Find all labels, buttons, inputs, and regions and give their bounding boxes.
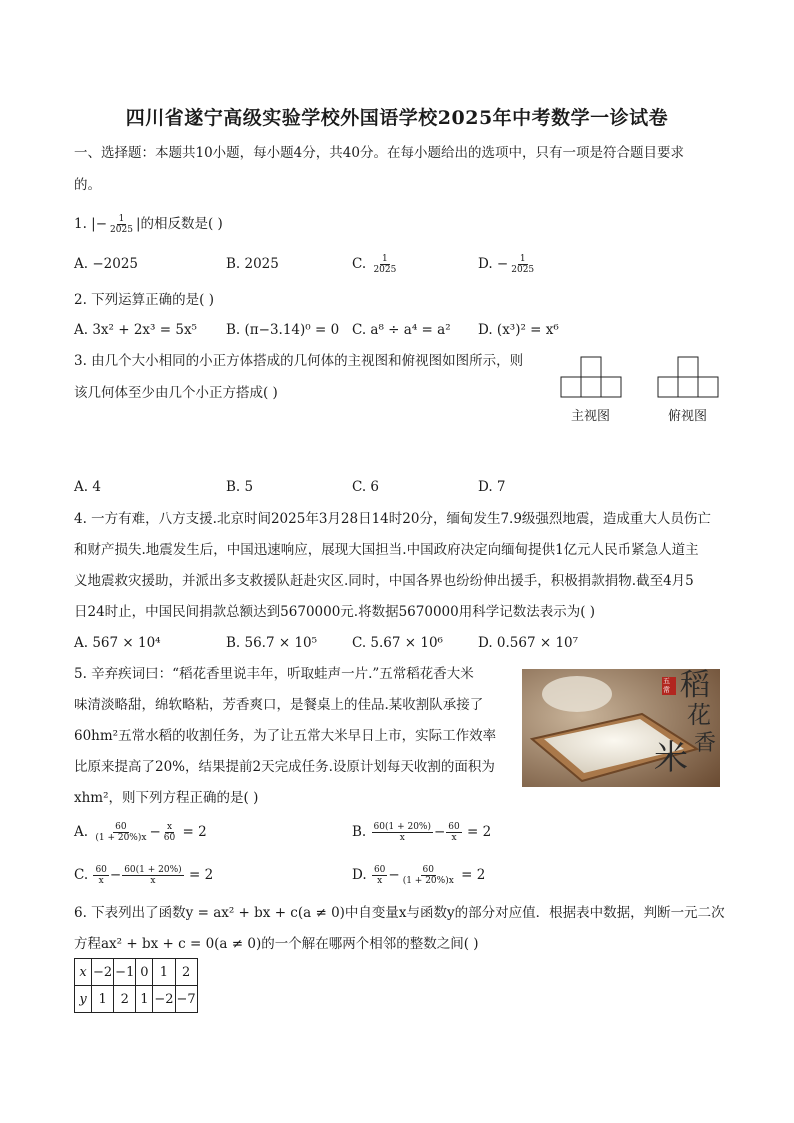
question-6-stem: 6. 下表列出了函数y = ax² + bx + c(a ≠ 0)中自变量x与函数y的部分对应值．根据表中数据，判断一元二次	[74, 905, 725, 921]
q1-fraction: $\frac{1}{2025}$	[110, 214, 133, 235]
q1-suffix: |的相反数是( )	[135, 216, 223, 232]
q1-option-b[interactable]: B. 2025	[226, 256, 279, 272]
question-4-stem-3: 义地震救灾援助，并派出多支救援队赶赴灾区.同时，中国各界也纷纷伸出援手，积极捐款捐物.截至4月5	[74, 573, 694, 589]
table-cell: 1	[153, 959, 175, 986]
front-view-figure	[560, 355, 624, 399]
q1-option-d[interactable]: D. − $\frac{1}{2025}$	[478, 254, 535, 275]
q3-option-d[interactable]: D. 7	[478, 479, 506, 495]
q4-option-d[interactable]: D. 0.567 × 10⁷	[478, 635, 579, 651]
table-header-x: x	[75, 959, 92, 986]
photo-calligraphy-2: 花	[687, 701, 711, 729]
q1-prefix: 1. |−	[74, 216, 108, 232]
question-2-stem: 2. 下列运算正确的是( )	[74, 292, 214, 308]
top-view-figure	[657, 355, 721, 399]
table-cell: 1	[136, 986, 153, 1013]
section-instructions: 一、选择题：本题共10小题，每小题4分，共40分。在每小题给出的选项中，只有一项是符合题目要求	[74, 145, 684, 161]
q5-option-a[interactable]: A. $\frac{60}{(1 + 20\%)x}$ − $\frac{x}{60}$ = 2	[74, 822, 207, 843]
question-5-stem-3: 60hm²五常水稻的收割任务，为了让五常大米早日上市，实际工作效率	[74, 728, 497, 744]
q2-option-c[interactable]: C. a⁸ ÷ a⁴ = a²	[352, 322, 451, 338]
q5-option-d[interactable]: D. $\frac{60}{x}$ − $\frac{60}{(1 + 20\%)x}$ = 2	[352, 865, 486, 886]
table-cell: −2	[92, 959, 114, 986]
question-5-stem-5: xhm²，则下列方程正确的是( )	[74, 790, 259, 806]
rice-photo	[522, 669, 720, 787]
q2-option-a[interactable]: A. 3x² + 2x³ = 5x⁵	[74, 322, 197, 338]
page-title: 四川省遂宁高级实验学校外国语学校2025年中考数学一诊试卷	[125, 107, 669, 129]
question-5-stem-2: 味清淡略甜，绵软略粘，芳香爽口，是餐桌上的佳品.某收割队承接了	[74, 697, 484, 713]
question-4-stem-4: 日24时止，中国民间捐款总额达到5670000元.将数据5670000用科学记数法表示为( )	[74, 604, 596, 620]
question-5-stem: 5. 辛弃疾词曰：“稻花香里说丰年，听取蛙声一片.”五常稻花香大米	[74, 666, 474, 682]
photo-calligraphy-3: 香	[694, 731, 717, 756]
q3-option-b[interactable]: B. 5	[226, 479, 254, 495]
table-cell: 2	[114, 986, 136, 1013]
q5-option-b[interactable]: B. $\frac{60(1 + 20\%)}{x}$ − $\frac{60}{x}$ = 2	[352, 822, 492, 843]
q4-option-b[interactable]: B. 56.7 × 10⁵	[226, 635, 318, 651]
q4-option-c[interactable]: C. 5.67 × 10⁶	[352, 635, 443, 651]
question-3-stem-cont: 该几何体至少由几个小正方搭成( )	[74, 385, 278, 401]
q5-option-c[interactable]: C. $\frac{60}{x}$ − $\frac{60(1 + 20\%)}{x}$ = 2	[74, 865, 214, 886]
value-table	[74, 958, 198, 1013]
table-row-y	[75, 986, 198, 1013]
table-cell: 0	[136, 959, 153, 986]
q2-option-b[interactable]: B. (π−3.14)⁰ = 0	[226, 322, 340, 338]
table-cell: 2	[175, 959, 197, 986]
table-cell: −7	[175, 986, 197, 1013]
question-4-stem: 4. 一方有难，八方支援.北京时间2025年3月28日14时20分，缅甸发生7.9级强烈地震，造成重大人员伤亡	[74, 511, 711, 527]
table-cell: 1	[92, 986, 114, 1013]
question-1-stem	[74, 214, 223, 235]
table-cell: −2	[153, 986, 175, 1013]
photo-brand-text-2: 常	[663, 686, 670, 694]
photo-calligraphy-4: 米	[654, 738, 688, 778]
q3-option-c[interactable]: C. 6	[352, 479, 380, 495]
question-6-stem-2: 方程ax² + bx + c = 0(a ≠ 0)的一个解在哪两个相邻的整数之间( )	[74, 936, 479, 952]
q3-option-a[interactable]: A. 4	[74, 479, 101, 495]
q1-option-a[interactable]: A. −2025	[74, 256, 138, 272]
q4-option-a[interactable]: A. 567 × 10⁴	[74, 635, 161, 651]
table-cell: −1	[114, 959, 136, 986]
photo-brand-text-1: 五	[663, 677, 670, 685]
question-3-stem: 3. 由几个大小相同的小正方体搭成的几何体的主视图和俯视图如图所示，则	[74, 353, 524, 369]
front-view-label: 主视图	[571, 409, 611, 424]
question-4-stem-2: 和财产损失.地震发生后，中国迅速响应，展现大国担当.中国政府决定向缅甸提供1亿元人民币紧急人道主	[74, 542, 699, 558]
table-row-x	[75, 959, 198, 986]
q2-option-d[interactable]: D. (x³)² = x⁶	[478, 322, 559, 338]
question-5-stem-4: 比原来提高了20%，结果提前2天完成任务.设原计划每天收割的面积为	[74, 759, 495, 775]
section-instructions-cont: 的。	[74, 177, 101, 193]
photo-calligraphy-1: 稻	[680, 669, 710, 703]
table-header-y: y	[75, 986, 92, 1013]
q1-option-c[interactable]: C. $\frac{1}{2025}$	[352, 254, 397, 275]
top-view-label: 俯视图	[668, 409, 708, 424]
